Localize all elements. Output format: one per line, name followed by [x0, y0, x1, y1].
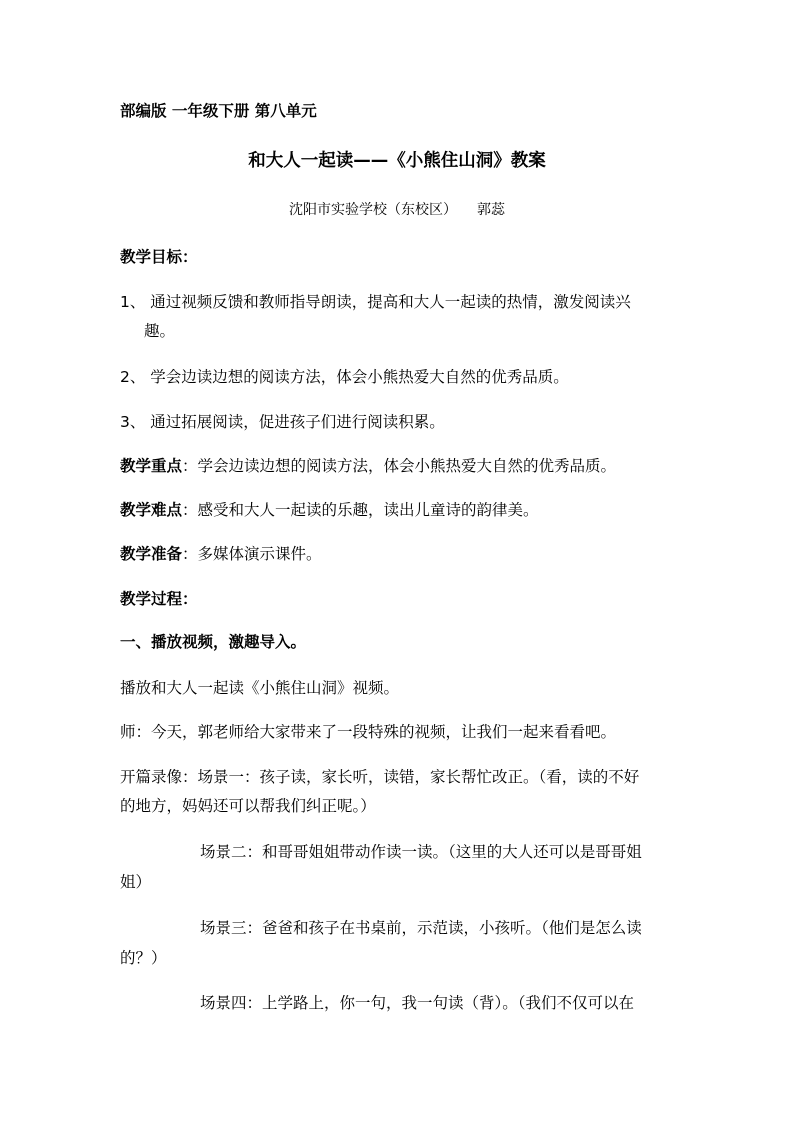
paragraph-opening-line-1: 开篇录像：场景一：孩子读，家长听，读错，家长帮忙改正。（看，读的不好	[120, 768, 640, 786]
preparation-text: ：多媒体演示课件。	[182, 545, 322, 563]
objective-3: 3、 通过拓展阅读，促进孩子们进行阅读积累。	[120, 413, 445, 431]
paragraph-teacher: 师：今天，郭老师给大家带来了一段特殊的视频，让我们一起来看看吧。	[120, 723, 617, 741]
preparation-label: 教学准备	[120, 545, 183, 563]
scene-3-line-2: 的？）	[120, 949, 167, 967]
objectives-heading: 教学目标：	[120, 248, 198, 266]
difficulty-text: ：感受和大人一起读的乐趣，读出儿童诗的韵律美。	[182, 501, 539, 519]
scene-4-line-1: 场景四：上学路上，你一句，我一句读（背）。（我们不仅可以在	[200, 994, 635, 1012]
difficulty-label: 教学难点	[120, 501, 183, 519]
paragraph-opening-line-2: 的地方，妈妈还可以帮我们纠正呢。）	[120, 797, 376, 815]
preparation	[120, 544, 322, 564]
objective-1-line-2: 趣。	[144, 322, 176, 340]
byline	[0, 200, 794, 220]
section-1-heading: 一、播放视频，激趣导入。	[120, 633, 307, 651]
objective-2: 2、 学会边读边想的阅读方法，体会小熊热爱大自然的优秀品质。	[120, 368, 569, 386]
paragraph-video: 播放和大人一起读《小熊住山洞》视频。	[120, 679, 400, 697]
author-name: 郭蕊	[477, 202, 505, 218]
unit-header: 部编版 一年级下册 第八单元	[120, 102, 317, 120]
key-point	[120, 456, 616, 476]
process-heading: 教学过程：	[120, 590, 198, 608]
key-point-label: 教学重点	[120, 457, 183, 475]
key-point-text: ：学会边读边想的阅读方法，体会小熊热爱大自然的优秀品质。	[182, 457, 617, 475]
page-title: 和大人一起读——《小熊住山洞》教案	[248, 151, 546, 171]
scene-3-line-1: 场景三：爸爸和孩子在书桌前，示范读，小孩听。（他们是怎么读	[200, 919, 642, 937]
scene-2-line-1: 场景二：和哥哥姐姐带动作读一读。（这里的大人还可以是哥哥姐	[200, 843, 642, 861]
objective-1-line-1: 1、 通过视频反馈和教师指导朗读，提高和大人一起读的热情，激发阅读兴	[120, 293, 631, 311]
difficulty	[120, 500, 539, 520]
school-name: 沈阳市实验学校（东校区）	[289, 202, 457, 218]
scene-2-line-2: 姐）	[120, 873, 152, 891]
